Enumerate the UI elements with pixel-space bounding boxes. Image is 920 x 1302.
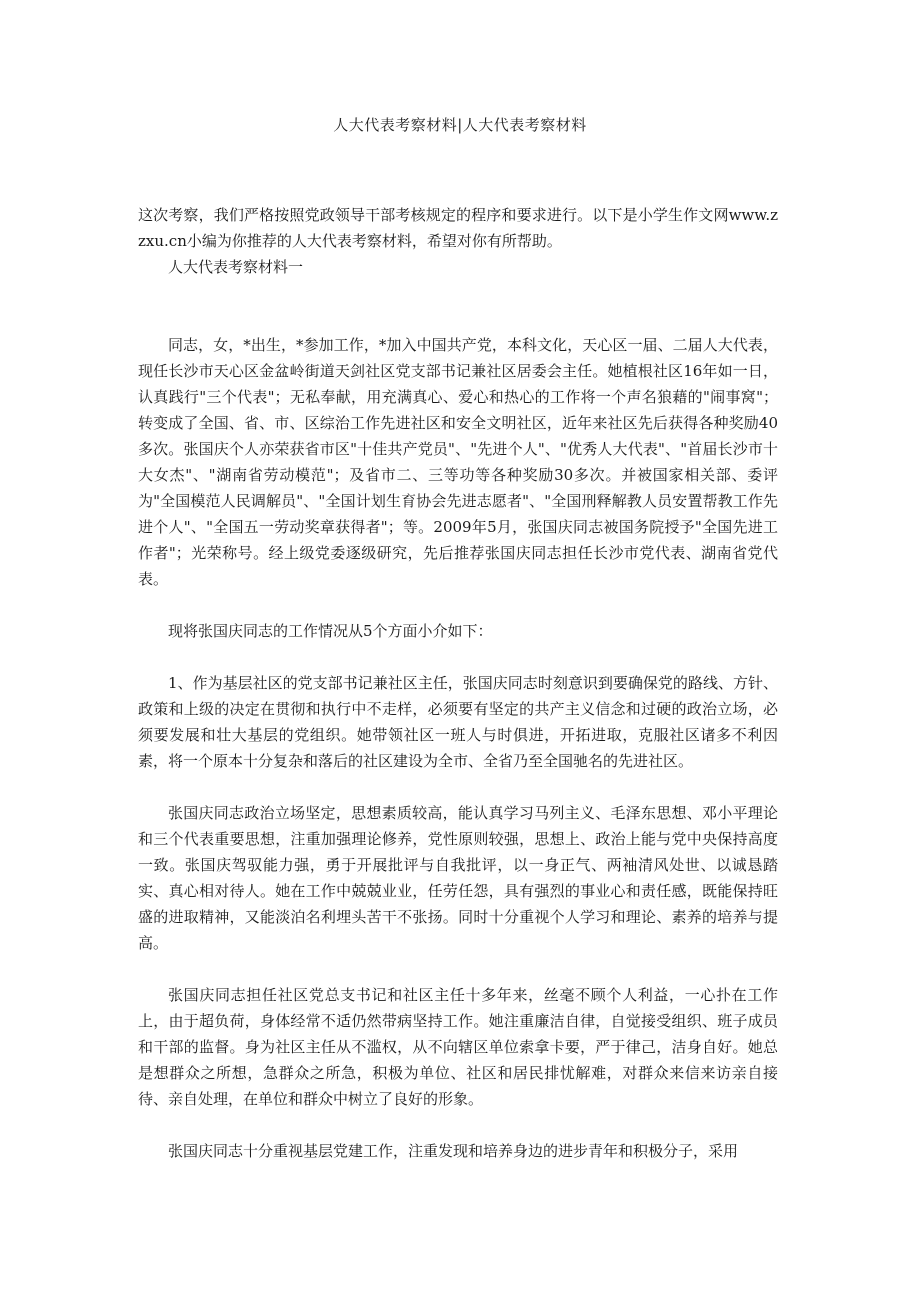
document-body [138,202,778,1164]
page-title: 人大代表考察材料|人大代表考察材料 [333,116,587,134]
profile-paragraph: 同志，女，*出生，*参加工作，*加入中国共产党，本科文化，天心区一届、二届人大代表，现任长沙市天心区金盆岭街道天剑社区党支部书记兼社区居委会主任。她植根社区16年如一日，认真践行"三个代表"；无私奉献，用充满真心、爱心和热心的工作将一个声名狼藉的"闹事窝"；转变成了全国、省、市、区综治工作先进社区和安全文明社区，近年来社区先后获得各种奖励40多次。张国庆个人亦荣获省市区"十佳共产党员"、"先进个人"、"优秀人大代表"、"首届长沙市十大女杰"、"湖南省劳动模范"；及省市二、三等功等各种奖励30多次。并被国家相关部、委评为"全国模范人民调解员"、"全国计划生育协会先进志愿者"、"全国刑释解教人员安置帮教工作先进个人"、"全国五一劳动奖章获得者"；等。2009年5月，张国庆同志被国务院授予"全国先进工作者"；光荣称号。经上级党委逐级研究，先后推荐张国庆同志担任长沙市党代表、湖南省党代表。 [138,336,778,588]
work-paragraph-1: 1、作为基层社区的党支部书记兼社区主任，张国庆同志时刻意识到要确保党的路线、方针、政策和上级的决定在贯彻和执行中不走样，必须要有坚定的共产主义信念和过硬的政治立场，必须要发展和壮大基层的党组织。她带领社区一班人与时俱进，开拓进取，克服社区诸多不利因素，将一个原本十分复杂和落后的社区建设为全市、全省乃至全国驰名的先进社区。 [138,674,778,770]
summary-paragraph: 现将张国庆同志的工作情况从5个方面小介如下： [168,622,493,640]
work-paragraph-4: 张国庆同志十分重视基层党建工作，注重发现和培养身边的进步青年和积极分子，采用 [168,1142,739,1160]
work-paragraph-2: 张国庆同志政治立场坚定，思想素质较高，能认真学习马列主义、毛泽东思想、邓小平理论和三个代表重要思想，注重加强理论修养，党性原则较强，思想上、政治上能与党中央保持高度一致。张国庆驾驭能力强，勇于开展批评与自我批评，以一身正气、两袖清风处世、以诚恳踏实、真心相对待人。她在工作中兢兢业业，任劳任怨，具有强烈的事业心和责任感，既能保持旺盛的进取精神，又能淡泊名利埋头苦干不张扬。同时十分重视个人学习和理论、素养的培养与提高。 [138,804,778,952]
work-paragraph-3: 张国庆同志担任社区党总支书记和社区主任十多年来，丝毫不顾个人利益，一心扑在工作上，由于超负荷，身体经常不适仍然带病坚持工作。她注重廉洁自律，自觉接受组织、班子成员和干部的监督。身为社区主任从不滥权，从不向辖区单位索拿卡要，严于律己，洁身自好。她总是想群众之所想，急群众之所急，积极为单位、社区和居民排忧解难，对群众来信来访亲自接待、亲自处理，在单位和群众中树立了良好的形象。 [138,986,778,1108]
intro-paragraph: 这次考察，我们严格按照党政领导干部考核规定的程序和要求进行。以下是小学生作文网www.zzxu.cn小编为你推荐的人大代表考察材料，希望对你有所帮助。 [138,206,778,250]
section-heading: 人大代表考察材料一 [168,258,304,276]
